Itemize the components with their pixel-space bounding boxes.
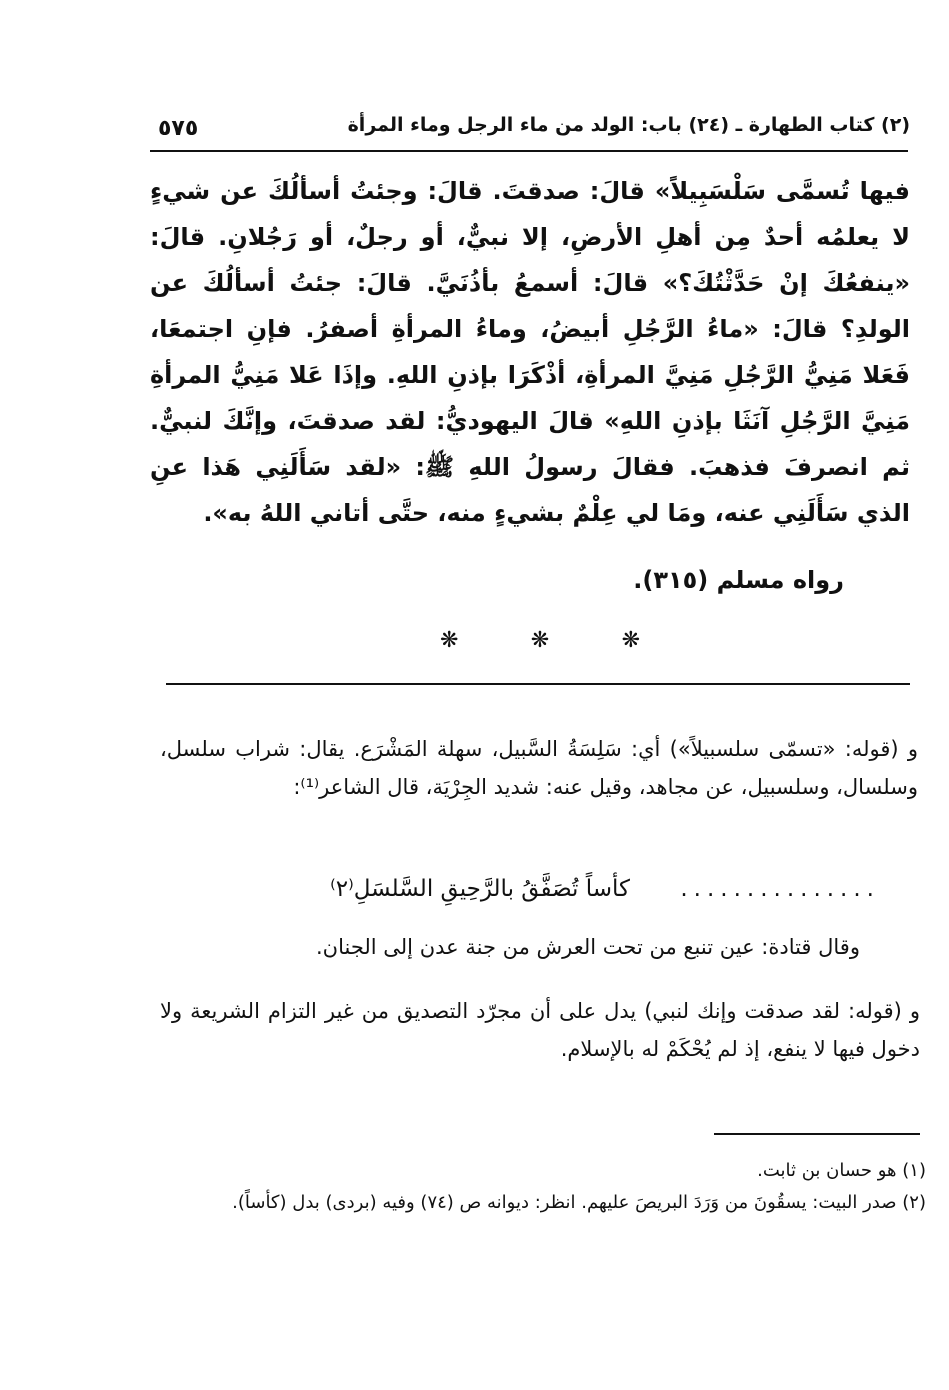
footnote-2: (٢) صدر البيت: يسقُونَ من وَرَدَ البريصَ عليهم. انظر: ديوانه ص (٧٤) وفيه (بردى) بدل (كأساً). [232,1192,926,1213]
commentary-paragraph: وقال قتادة: عين تنبع من تحت العرش من جنة عدن إلى الجنان. [315,935,860,959]
section-separator [440,628,640,653]
hadith-paragraph: فيها تُسمَّى سَلْسَبِيلاً» قالَ: صدقتَ. قالَ: وجئتُ أسألُكَ عن شيءٍ لا يعلمُه أحدٌ مِن أهلِ الأرضِ، إلا نبيٌّ، أو رجلٌ، أو رَجُلانِ. قالَ: «ينفعُكَ إنْ حَدَّثْتُكَ؟» قالَ: أسمعُ بأذُنَيَّ. قالَ: جئتُ أسألُكَ عن الولدِ؟ قالَ: «ماءُ الرَّجُلِ أبيضُ، وماءُ المرأةِ أصفرُ. فإنِ اجتمعَا، فَعَلا مَنِيُّ الرَّجُلِ مَنِيَّ المرأةِ، أذْكَرَا بإذنِ اللهِ. وإذَا عَلا مَنِيُّ المرأةِ مَنِيَّ الرَّجُلِ آنَثَا بإذنِ اللهِ» قالَ اليهوديُّ: لقد صدقتَ، وإنَّكَ لنبيٌّ. ثم انصرفَ فذهبَ. فقالَ رسولُ اللهِ ﷺ: «لقد سَأَلَنِي هَذا عنِ الذي سَأَلَنِي عنه، ومَا لي عِلْمٌ بشيءٍ منه، حتَّى أتاني اللهُ به». [150,177,910,527]
verse-ellipsis: ............... [680,876,880,902]
footnote-1: (١) هو حسان بن ثابت. [757,1160,926,1181]
star-ornament: ❋ [621,628,640,653]
star-ornament: ❋ [530,628,550,653]
commentary-paragraph: و (قوله: «تسمّى سلسبيلاً») أي: سَلِسَةُ السَّبيل، سهلة المَشْرَع. يقال: شراب سلسل، وسلسال، وسلسبيل، عن مجاهد، وقيل عنه: شديد الجِرْيَة، قال الشاعر⁽¹⁾: [160,737,918,799]
page-header [150,112,910,146]
footnotes [170,1155,926,1219]
page-number: ٥٧٥ [158,116,199,141]
commentary-rule [166,683,910,685]
star-ornament: ❋ [440,628,459,653]
hadith-text [150,168,910,536]
footnote-rule [714,1133,920,1135]
commentary-block [160,730,918,806]
poetry-verse [200,870,880,910]
running-head: (٢) كتاب الطهارة ـ (٢٤) باب: الولد من ماء الرجل وماء المرأة [347,114,910,136]
commentary-paragraph: و (قوله: لقد صدقت وإنك لنبي) يدل على أن مجرّد التصديق من غير التزام الشريعة ولا دخول فيها لا ينفع، إذ لم يُحْكَمْ له بالإسلام. [160,999,920,1061]
verse-text: كأساً تُصَفَّقُ بالرَّحِيقِ السَّلسَلِ⁽٢⁾ [330,876,630,902]
header-rule [150,150,908,152]
hadith-source: رواه مسلم (٣١٥). [633,566,844,594]
